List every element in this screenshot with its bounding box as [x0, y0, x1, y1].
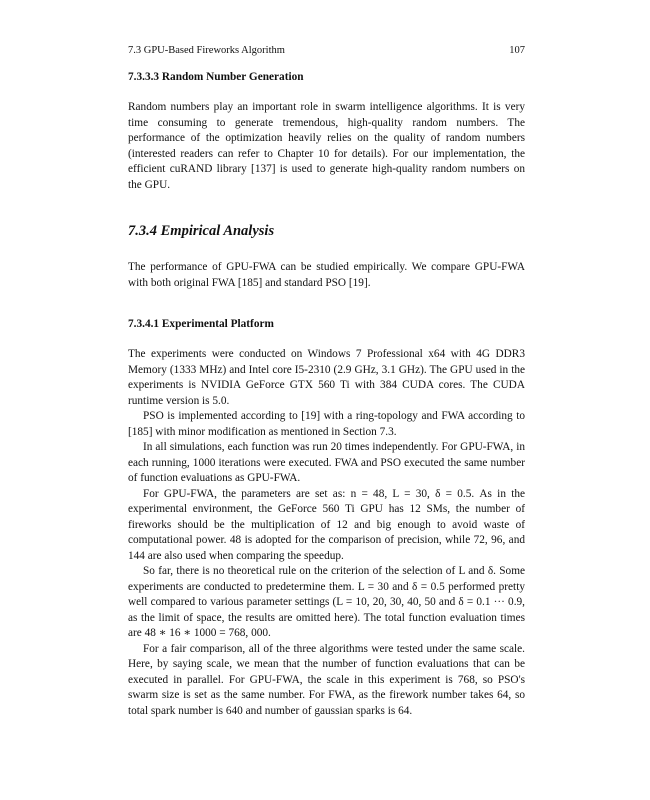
- platform-paragraph-3: In all simulations, each function was run 20 times independently. For GPU-FWA, in each running, 1000 iterations were executed. FWA and PSO executed the same number of function evaluations as GPU-FWA.: [128, 441, 525, 484]
- platform-paragraph-1: The experiments were conducted on Windows 7 Professional x64 with 4G DDR3 Memory (1333 MHz) and Intel core I5-2310 (2.9 GHz, 3.1 GHz). The GPU used in the experiments is NVIDIA GeForce GTX 560 Ti with 384 CUDA cores. The CUDA runtime version is 5.0.: [128, 348, 525, 407]
- platform-section: [128, 347, 525, 719]
- platform-paragraph-4: For GPU-FWA, the parameters are set as: n = 48, L = 30, δ = 0.5. As in the experimental environment, the GeForce 560 Ti GPU has 12 SMs, the number of fireworks should be the multiplication of 12 and big enough to avoid waste of computational power. 48 is adopted for the comparison of precision, while 72, 96, and 144 are also used when comparing the speedup.: [128, 487, 525, 562]
- rng-section: [128, 100, 525, 193]
- platform-paragraph-5: So far, there is no theoretical rule on the criterion of the selection of L and δ. Some experiments are conducted to predetermine them. L = 30 and δ = 0.5 performed pretty well compared to various parameter settings (L = 10, 20, 30, 40, 50 and δ = 0.1 ··· 0.9, as the limit of space, the results are omitted here). The total function evaluation times are 48 ∗ 16 ∗ 1000 = 768, 000.: [128, 565, 525, 639]
- rng-paragraph: Random numbers play an important role in swarm intelligence algorithms. It is very time consuming to generate tremendous, high-quality random numbers. The performance of the optimization heavily relies on the quality of random numbers (interested readers can refer to Chapter 10 for details). For our implementation, the efficient cuRAND library [137] is used to generate high-quality random numbers on the GPU.: [128, 101, 525, 191]
- rng-heading: 7.3.3.3 Random Number Generation: [128, 71, 304, 83]
- running-header: [128, 44, 525, 58]
- empirical-paragraph: The performance of GPU-FWA can be studied empirically. We compare GPU-FWA with both original FWA [185] and standard PSO [19].: [128, 261, 525, 289]
- empirical-section: [128, 260, 525, 291]
- platform-paragraph-6: For a fair comparison, all of the three algorithms were tested under the same scale. Here, by saying scale, we mean that the number of function evaluations that can be executed in parallel. For GPU-FWA, the scale in this experiment is 768, so PSO's swarm size is set as the same number. For FWA, as the firework number takes 64, so total spark number is 640 and number of gaussian sparks is 64.: [128, 642, 525, 717]
- page-number: 107: [509, 45, 525, 56]
- platform-paragraph-2: PSO is implemented according to [19] with a ring-topology and FWA according to [185] with minor modification as mentioned in Section 7.3.: [128, 410, 525, 438]
- empirical-analysis-heading: 7.3.4 Empirical Analysis: [128, 223, 275, 239]
- running-title: 7.3 GPU-Based Fireworks Algorithm: [128, 45, 285, 56]
- platform-heading: 7.3.4.1 Experimental Platform: [128, 318, 274, 330]
